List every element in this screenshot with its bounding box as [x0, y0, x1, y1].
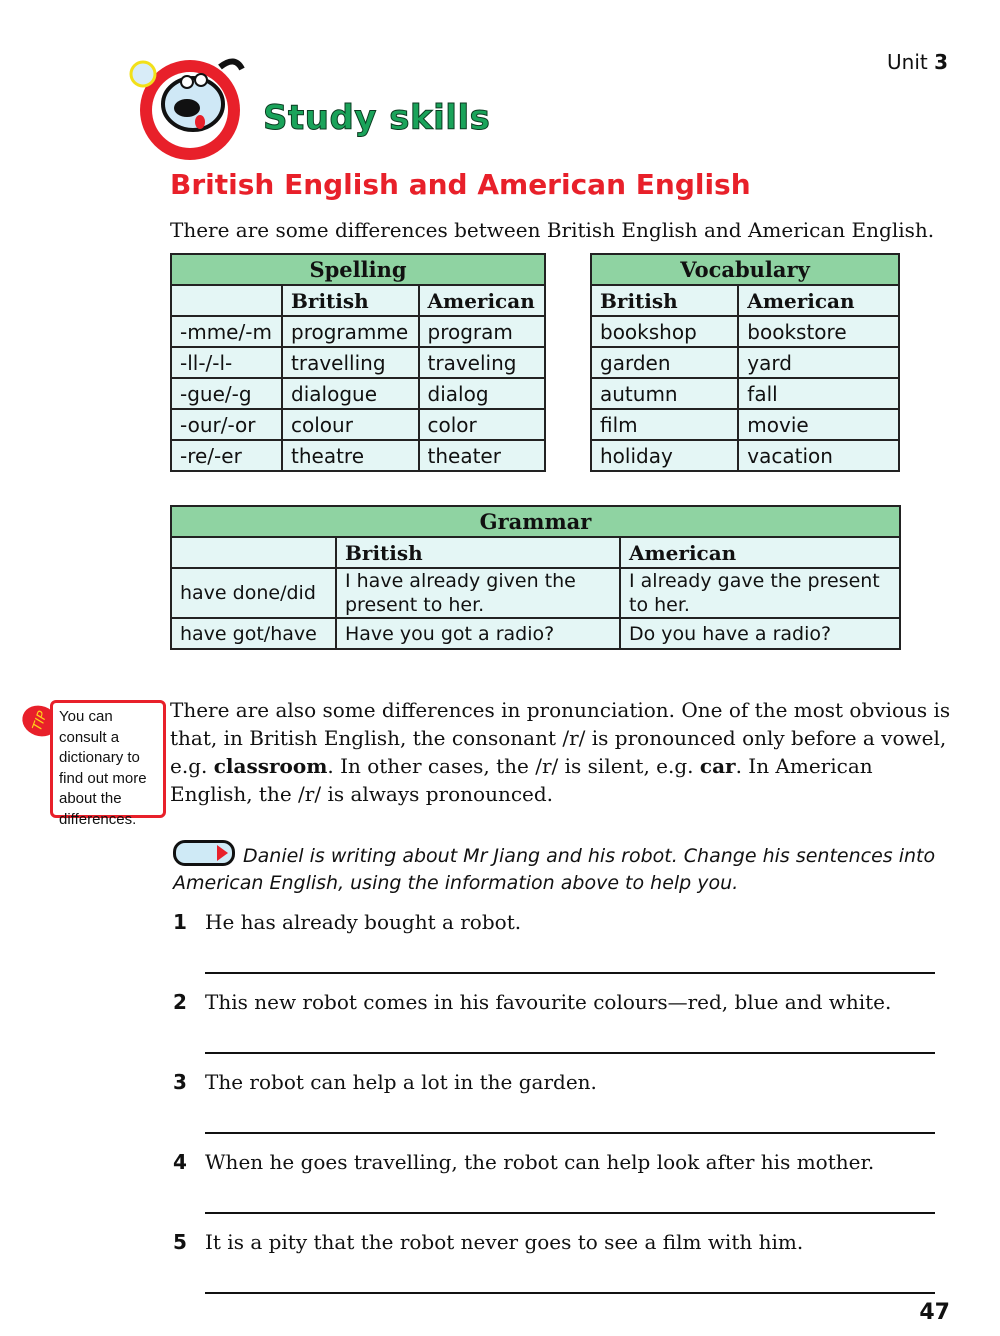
- text: There are also some differences in pronunciation. One of the most obvious is that, in British English, the consonant /r/ is pronounced only before a vowel, e.g.: [170, 698, 951, 778]
- exercise-instruction: [173, 840, 953, 897]
- table-cell: program: [419, 316, 545, 347]
- example-word: classroom: [213, 754, 328, 778]
- unit-label: [887, 50, 948, 74]
- table-cell: Have you got a radio?: [336, 618, 620, 649]
- exercise-number: 5: [173, 1230, 187, 1254]
- table-row: [591, 347, 899, 378]
- table-cell: holiday: [591, 440, 738, 471]
- exercise-sentence: It is a pity that the robot never goes to see a film with him.: [205, 1230, 804, 1254]
- table-cell: fall: [738, 378, 899, 409]
- table-cell: traveling: [419, 347, 545, 378]
- text: . In other cases, the /r/ is silent, e.g.: [327, 754, 700, 778]
- table-cell: have done/did: [171, 568, 336, 618]
- spelling-table: [170, 253, 546, 472]
- intro-text: There are some differences between British English and American English.: [170, 218, 935, 242]
- table-cell: color: [419, 409, 545, 440]
- table-row: [171, 347, 545, 378]
- table-cell: garden: [591, 347, 738, 378]
- column-header: [171, 537, 336, 568]
- pencil-icon: [173, 840, 235, 866]
- column-header: British: [282, 285, 419, 316]
- column-header: British: [336, 537, 620, 568]
- table-cell: -our/-or: [171, 409, 282, 440]
- table-row: [591, 409, 899, 440]
- exercise-number: 2: [173, 990, 187, 1014]
- section-title: Study skills: [263, 98, 491, 138]
- answer-line[interactable]: [205, 1292, 935, 1294]
- table-row: [171, 409, 545, 440]
- table-row: [171, 618, 900, 649]
- table-cell: film: [591, 409, 738, 440]
- table-row: [591, 440, 899, 471]
- table-title: Spelling: [171, 254, 545, 285]
- column-header: British: [591, 285, 738, 316]
- table-cell: yard: [738, 347, 899, 378]
- table-cell: autumn: [591, 378, 738, 409]
- table-cell: vacation: [738, 440, 899, 471]
- table-cell: I already gave the present to her.: [620, 568, 900, 618]
- table-row: [171, 440, 545, 471]
- table-cell: theater: [419, 440, 545, 471]
- table-row: [591, 378, 899, 409]
- column-header: American: [620, 537, 900, 568]
- dog-mascot-icon: [125, 52, 255, 162]
- table-cell: dialogue: [282, 378, 419, 409]
- table-row: [171, 316, 545, 347]
- table-cell: -re/-er: [171, 440, 282, 471]
- vocabulary-table: [590, 253, 900, 472]
- page-number: 47: [919, 1300, 950, 1325]
- table-cell: I have already given the present to her.: [336, 568, 620, 618]
- exercise-sentence: When he goes travelling, the robot can help look after his mother.: [205, 1150, 875, 1174]
- page-heading: British English and American English: [170, 168, 751, 201]
- table-cell: bookshop: [591, 316, 738, 347]
- answer-line[interactable]: [205, 1212, 935, 1214]
- table-cell: dialog: [419, 378, 545, 409]
- table-cell: travelling: [282, 347, 419, 378]
- table-cell: have got/have: [171, 618, 336, 649]
- column-header: [171, 285, 282, 316]
- table-row: [171, 378, 545, 409]
- table-cell: Do you have a radio?: [620, 618, 900, 649]
- answer-line[interactable]: [205, 1132, 935, 1134]
- table-cell: -mme/-m: [171, 316, 282, 347]
- exercise-sentence: He has already bought a robot.: [205, 910, 522, 934]
- exercise-number: 4: [173, 1150, 187, 1174]
- table-cell: colour: [282, 409, 419, 440]
- table-cell: bookstore: [738, 316, 899, 347]
- table-cell: programme: [282, 316, 419, 347]
- unit-number: 3: [934, 50, 948, 74]
- table-cell: -gue/-g: [171, 378, 282, 409]
- table-title: Grammar: [171, 506, 900, 537]
- column-header: American: [738, 285, 899, 316]
- tip-badge: TIP: [18, 701, 62, 742]
- exercise-sentence: The robot can help a lot in the garden.: [205, 1070, 597, 1094]
- table-row: [171, 568, 900, 618]
- unit-text: Unit: [887, 50, 928, 74]
- table-title: Vocabulary: [591, 254, 899, 285]
- pronunciation-paragraph: [170, 696, 955, 808]
- instruction-text: Daniel is writing about Mr Jiang and his robot. Change his sentences into American English, using the information above to help you.: [173, 845, 936, 894]
- exercise-sentence: This new robot comes in his favourite colours—red, blue and white.: [205, 990, 892, 1014]
- answer-line[interactable]: [205, 1052, 935, 1054]
- exercise-number: 3: [173, 1070, 187, 1094]
- table-cell: -ll-/-l-: [171, 347, 282, 378]
- column-header: American: [419, 285, 545, 316]
- tip-box: You can consult a dictionary to find out more about the differences.: [50, 700, 166, 818]
- grammar-table: [170, 505, 901, 650]
- example-word: car: [699, 754, 736, 778]
- exercise-number: 1: [173, 910, 187, 934]
- table-cell: theatre: [282, 440, 419, 471]
- text: . In American English, the /r/ is always pronounced.: [170, 754, 873, 806]
- table-cell: movie: [738, 409, 899, 440]
- table-row: [591, 316, 899, 347]
- answer-line[interactable]: [205, 972, 935, 974]
